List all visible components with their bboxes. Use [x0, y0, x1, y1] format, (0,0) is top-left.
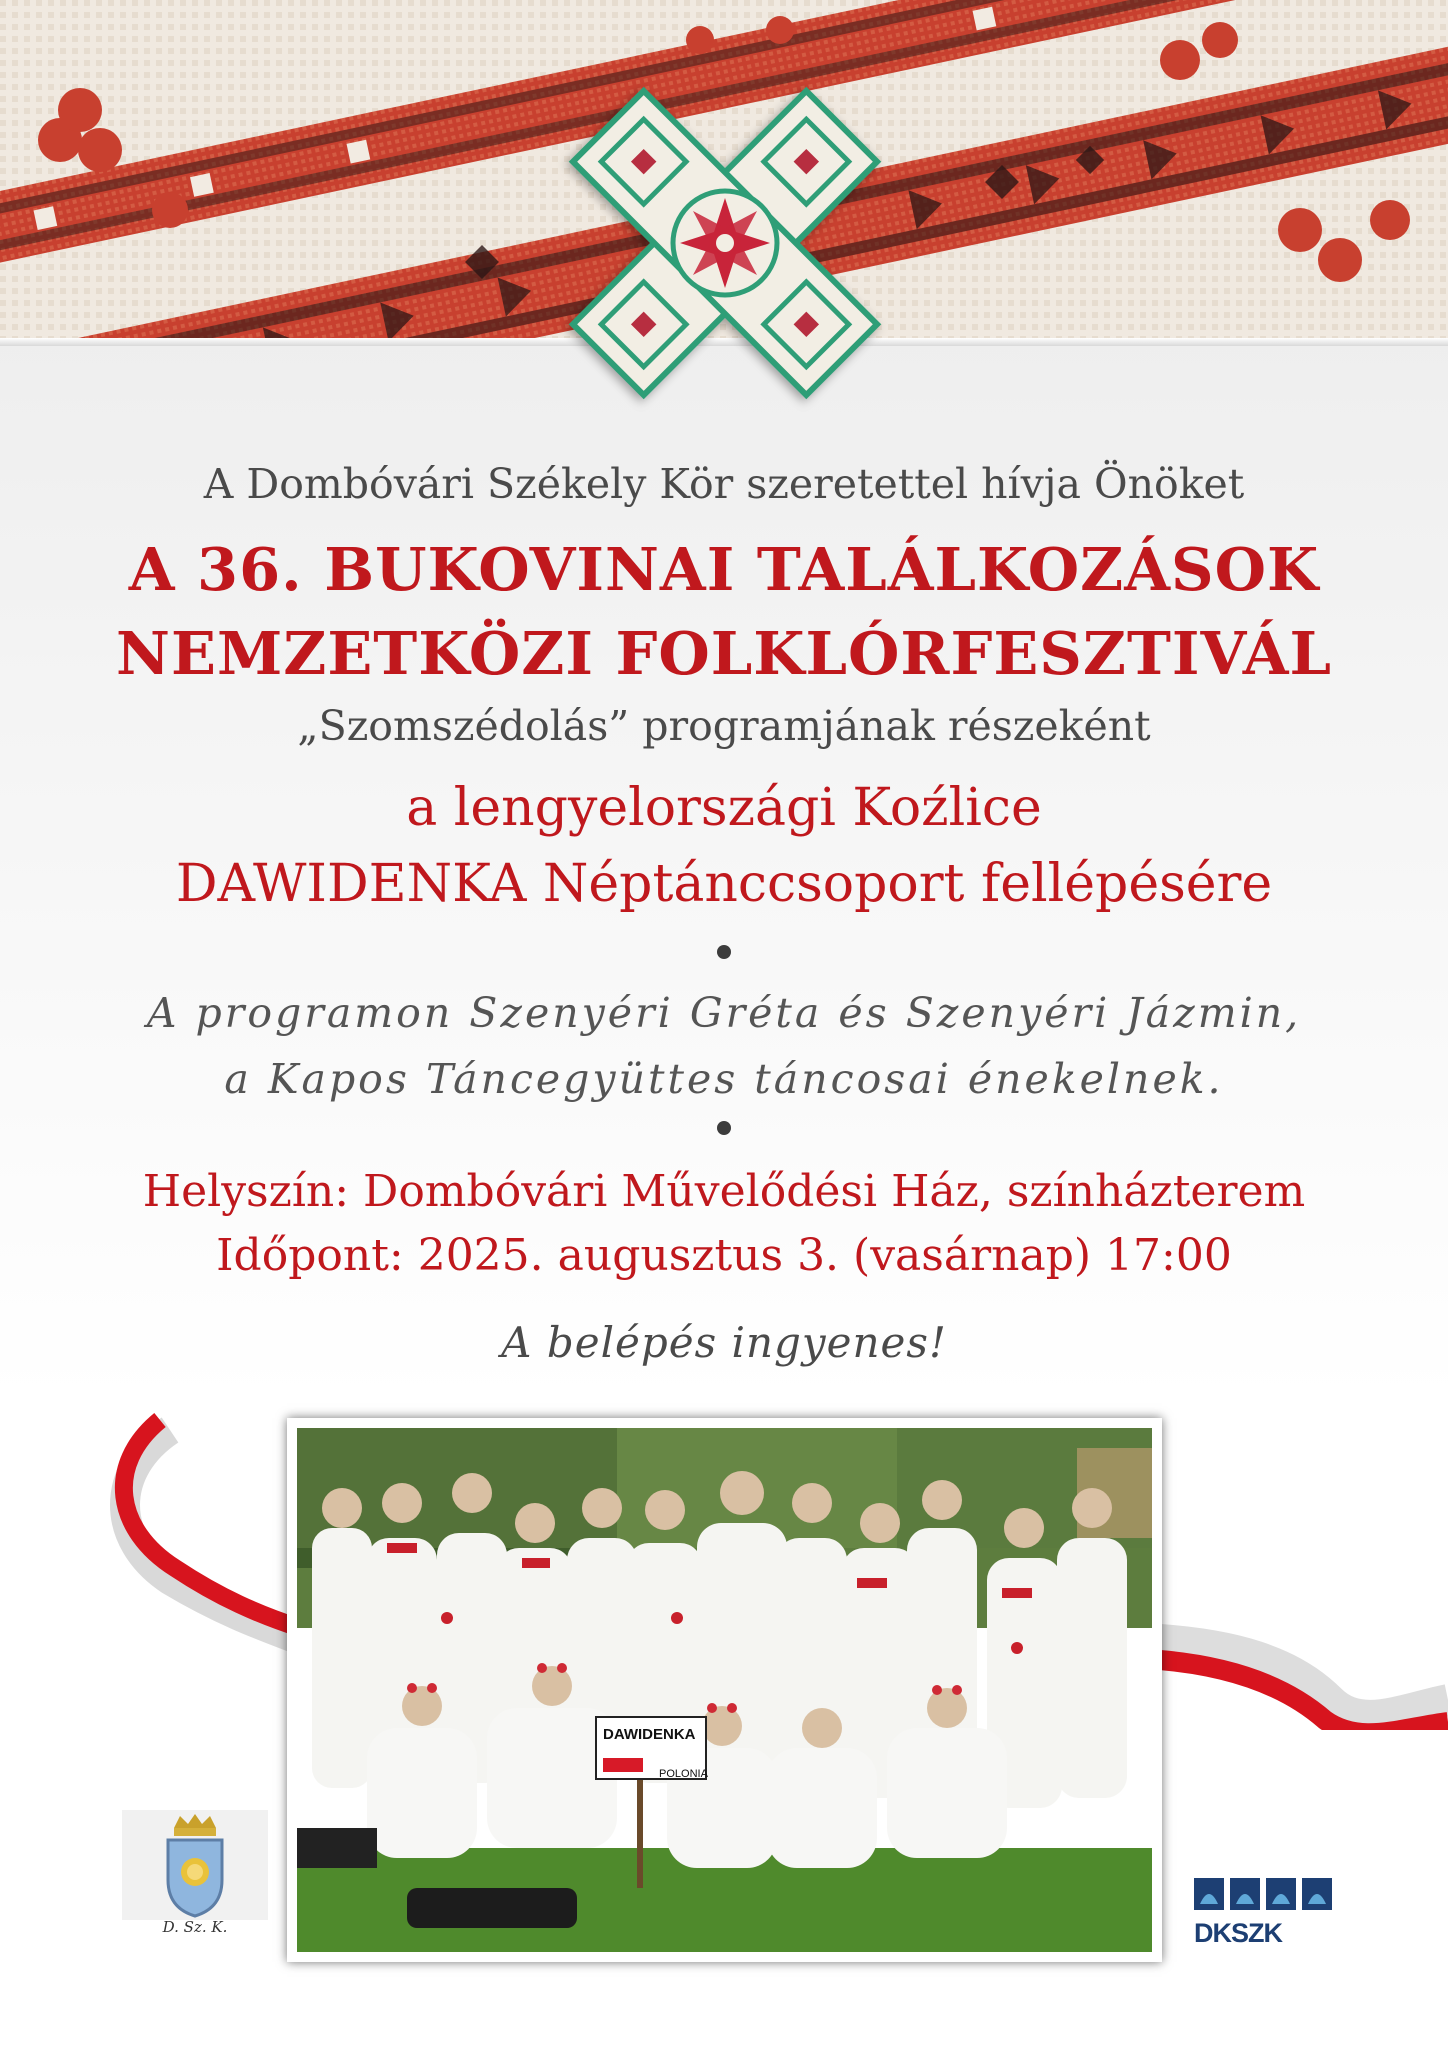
separator-dot	[717, 945, 731, 959]
performing-group	[0, 770, 1448, 922]
performers-line1: A programon Szenyéri Gréta és Szenyéri Jázmin,	[146, 989, 1302, 1037]
group-photo	[297, 1428, 1152, 1952]
dkszk-caption: DKSZK	[1194, 1918, 1282, 1948]
festival-title	[0, 528, 1448, 696]
sign-title: DAWIDENKA	[603, 1726, 696, 1743]
program-subtitle: „Szomszédolás” programjának részeként	[297, 702, 1151, 750]
free-entry: A belépés ingyenes!	[501, 1318, 947, 1367]
group-sign	[595, 1716, 707, 1780]
ceramic-cross-ornament	[540, 58, 910, 428]
performers	[0, 980, 1448, 1112]
group-photo-frame	[287, 1418, 1162, 1962]
event-details	[0, 1160, 1448, 1288]
performers-line2: a Kapos Táncegyüttes táncosai énekelnek.	[224, 1055, 1224, 1103]
sign-flag-red	[603, 1758, 643, 1772]
sign-subtitle: POLONIA	[659, 1768, 708, 1780]
festival-title-line1: A 36. BUKOVINAI TALÁLKOZÁSOK	[128, 535, 1320, 604]
invitation-intro: A Dombóvári Székely Kör szeretettel hívja Önöket	[203, 460, 1245, 508]
szekely-kor-logo	[122, 1810, 268, 1946]
event-time: Időpont: 2025. augusztus 3. (vasárnap) 17:00	[216, 1230, 1232, 1281]
szekely-kor-caption: D. Sz. K.	[162, 1918, 228, 1936]
venue: Helyszín: Dombóvári Művelődési Ház, színházterem	[142, 1166, 1306, 1217]
separator-dot	[717, 1121, 731, 1135]
festival-title-line2: NEMZETKÖZI FOLKLÓRFESZTIVÁL	[116, 619, 1332, 688]
group-name: DAWIDENKA Néptánccsoport fellépésére	[175, 854, 1273, 914]
group-origin: a lengyelországi Koźlice	[406, 778, 1042, 838]
dkszk-logo	[1190, 1876, 1350, 1956]
